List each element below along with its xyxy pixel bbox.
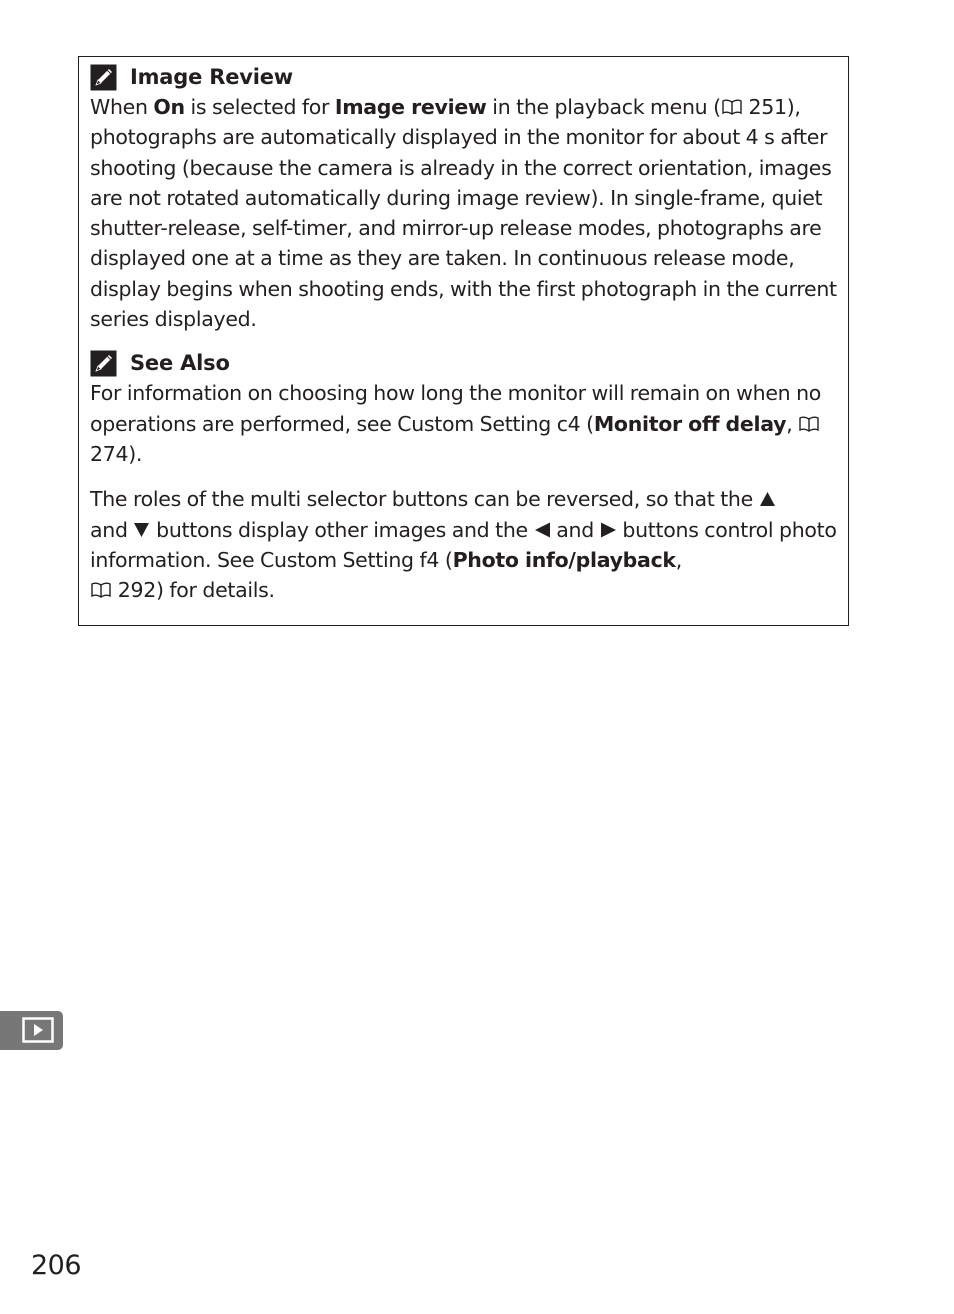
right-arrow-icon [600, 522, 617, 538]
page-reference-icon [90, 582, 112, 598]
up-arrow-icon [759, 491, 776, 507]
down-arrow-icon [133, 522, 150, 538]
left-arrow-icon [534, 522, 551, 538]
pencil-note-icon [90, 350, 117, 377]
see-also-title: See Also [130, 351, 230, 376]
multi-selector-text: The roles of the multi selector buttons can be reversed, so that the and buttons display other images and the and buttons control photo information. See Custom Setting f4 (Photo info/playback, 292) for details. [90, 487, 837, 603]
image-review-heading [90, 62, 838, 92]
note-box [78, 56, 849, 626]
see-also-text: For information on choosing how long the monitor will remain on when no operations are performed, see Custom Setting c4 (Monitor off delay, 274). [90, 381, 822, 466]
image-review-text: When On is selected for Image review in the playback menu ( 251), photographs are automatically displayed in the monitor for about 4 s after shooting (because the camera is already in the correct orientation, images are not rotated automatically during image review). In single-frame, quiet shutter-release, self-timer, and mirror-up release modes, photographs are displayed one at a time as they are taken. In continuous release mode, display begins when shooting ends, with the first photograph in the current series displayed. [90, 95, 837, 332]
page-reference-icon [721, 99, 743, 115]
playback-icon [22, 1017, 54, 1043]
see-also-heading [90, 348, 838, 378]
note-content [90, 62, 838, 605]
page-number: 206 [31, 1250, 82, 1281]
playback-section-tab [0, 1011, 63, 1050]
pencil-note-icon [90, 64, 117, 91]
image-review-title: Image Review [130, 65, 293, 89]
page-reference-icon [798, 416, 820, 432]
